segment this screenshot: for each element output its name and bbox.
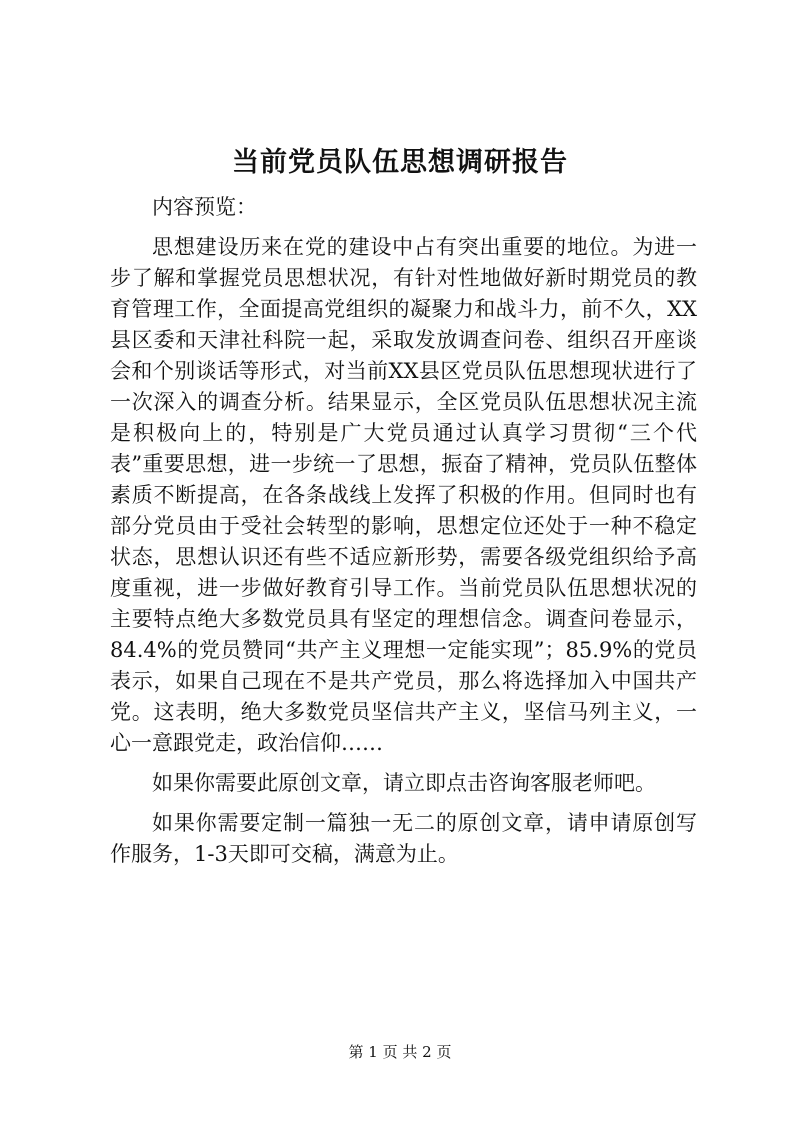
page-number-footer: 第 1 页 共 2 页 xyxy=(348,1043,452,1061)
custom-writing-paragraph: 如果你需要定制一篇独一无二的原创文章，请申请原创写作服务，1-3天即可交稿，满意为止。 xyxy=(110,811,697,866)
preview-label: 内容预览： xyxy=(152,195,257,219)
consult-paragraph: 如果你需要此原创文章，请立即点击咨询客服老师吧。 xyxy=(152,771,656,795)
document-title: 当前党员队伍思想调研报告 xyxy=(232,147,568,178)
document-body xyxy=(110,192,697,879)
main-paragraph: 思想建设历来在党的建设中占有突出重要的地位。为进一步了解和掌握党员思想状况，有针对性地做好新时期党员的教育管理工作，全面提高党组织的凝聚力和战斗力，前不久，XX县区委和天津社科院一起，采取发放调查问卷、组织召开座谈会和个别谈话等形式，对当前XX县区党员队伍思想现状进行了一次深入的调查分析。结果显示，全区党员队伍思想状况主流是积极向上的，特别是广大党员通过认真学习贯彻“三个代表”重要思想，进一步统一了思想，振奋了精神，党员队伍整体素质不断提高，在各条战线上发挥了积极的作用。但同时也有部分党员由于受社会转型的影响，思想定位还处于一种不稳定状态，思想认识还有些不适应新形势，需要各级党组织给予高度重视，进一步做好教育引导工作。当前党员队伍思想状况的主要特点绝大多数党员具有坚定的理想信念。调查问卷显示，84.4%的党员赞同“共产主义理想一定能实现”；85.9%的党员表示，如果自己现在不是共产党员，那么将选择加入中国共产党。这表明，绝大多数党员坚信共产主义，坚信马列主义，一心一意跟党走，政治信仰…… xyxy=(110,235,697,755)
